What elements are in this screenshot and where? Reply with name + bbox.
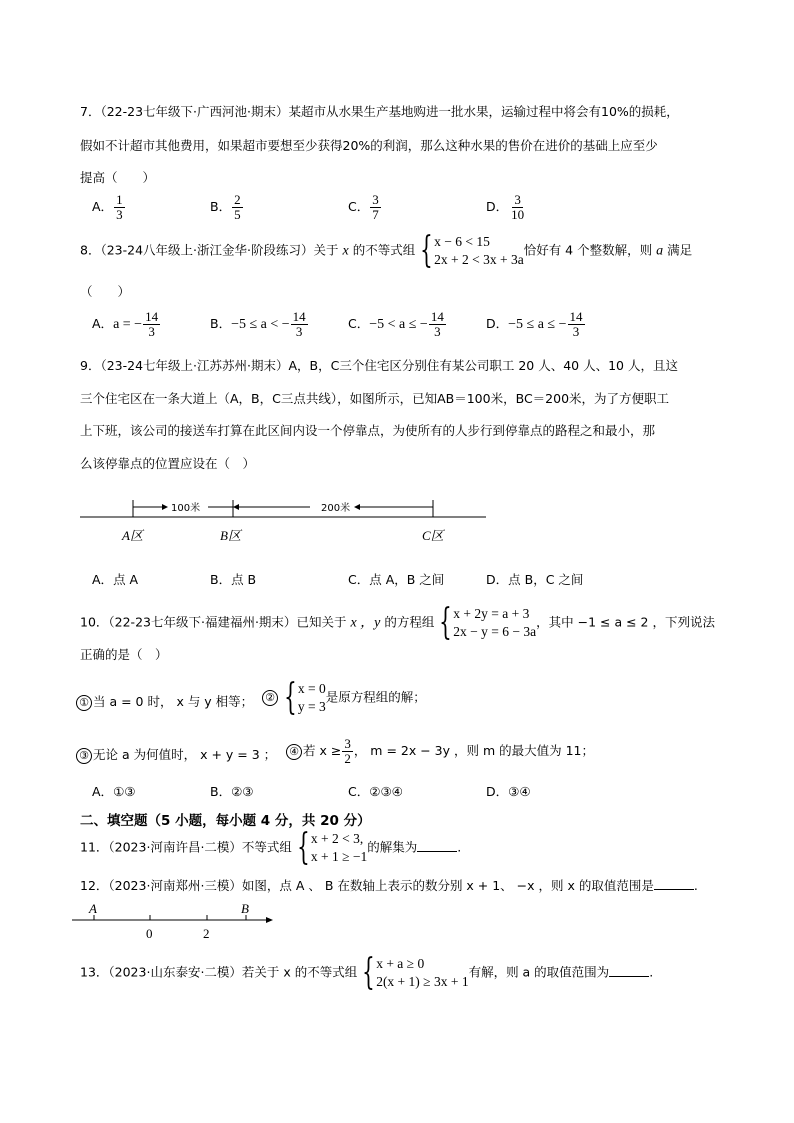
q13-system: { x + a ≥ 0 2(x + 1) ≥ 3x + 1 bbox=[362, 952, 469, 993]
label-b: B区 bbox=[220, 528, 241, 543]
q9-figure bbox=[70, 490, 500, 550]
zero-label: 0 bbox=[146, 926, 153, 941]
q10-option-c: C．②③④ bbox=[348, 784, 403, 799]
q10-option-b: B．②③ bbox=[210, 784, 254, 799]
q12-source: （2023·河南郑州·三模） bbox=[108, 878, 242, 893]
q8-option-d: D．−5 ≤ a ≤ − $\frac{14}{3}$ bbox=[486, 309, 583, 339]
q13-source: （2023·山东泰安·二模） bbox=[108, 964, 242, 980]
q10-statement-1: ① 当 a = 0 时， x 与 y 相等； bbox=[76, 692, 253, 711]
q13-answer-blank[interactable] bbox=[609, 965, 649, 977]
q11-line: 11．（2023·河南许昌·二模）不等式组 { x + 2 < 3, x + 1 ≥ −1 的解集为 . bbox=[80, 827, 462, 868]
q10-statement-3: ③ 无论 a 为何值时， x + y = 3 ； bbox=[76, 745, 276, 764]
q8-option-a: A．a = − $\frac{14}{3}$ bbox=[92, 309, 159, 339]
q12-answer-blank[interactable] bbox=[654, 878, 694, 890]
q12-number-line bbox=[70, 902, 280, 946]
q10-source: （22-23七年级下·福建福州·期末） bbox=[108, 614, 297, 630]
q9-option-b: B．点 B bbox=[210, 572, 257, 587]
q9-source: （23-24七年级上·江苏苏州·期末） bbox=[100, 358, 289, 373]
q8-source: （23-24八年级上·浙江金华·阶段练习） bbox=[100, 242, 314, 258]
q7-source: （22-23七年级下·广西河池·期末） bbox=[100, 104, 289, 119]
q11-answer-blank[interactable] bbox=[417, 840, 457, 852]
q8-option-c: C．−5 < a ≤ − $\frac{14}{3}$ bbox=[348, 309, 444, 339]
ab-distance: 100米 bbox=[171, 503, 201, 514]
q11-system: { x + 2 < 3, x + 1 ≥ −1 bbox=[297, 827, 368, 868]
bc-distance: 200米 bbox=[321, 503, 351, 514]
q10-statement-4: ④ 若 x ≥ $\frac{3}{2}$ ， m = 2x − 3y ，则 m 的最大值为 11； bbox=[286, 737, 594, 766]
q8-option-b: B．−5 ≤ a < − $\frac{14}{3}$ bbox=[210, 309, 306, 339]
q8-line2: （ ） bbox=[80, 284, 131, 299]
two-label: 2 bbox=[203, 926, 210, 941]
section-title: 二、填空题（5 小题，每小题 4 分，共 20 分） bbox=[80, 813, 371, 829]
q12-line: 12．（2023·河南郑州·三模）如图，点 A 、 B 在数轴上表示的数分别 x + 1、 −x ，则 x 的取值范围是 . bbox=[80, 878, 698, 893]
q8-system: { x − 6 < 15 2x + 2 < 3x + 3a bbox=[420, 230, 524, 271]
q9-option-a: A．点 A bbox=[92, 572, 139, 587]
q7-text1: 某超市从水果生产基地购进一批水果，运输过程中将会有10%的损耗， bbox=[288, 104, 679, 119]
q7-option-c: C． $\frac{3}{7}$ bbox=[348, 192, 379, 222]
q8-line1: 8．（23-24八年级上·浙江金华·阶段练习）关于 x 的不等式组 { x − 6 < 15 2x + 2 < 3x + 3a 恰好有 4 个整数解，则 a 满足 bbox=[80, 230, 693, 271]
q9-line3: 上下班，该公司的接送车打算在此区间内设一个停靠点，为使所有的人步行到停靠点的路程之和最小，那 bbox=[80, 423, 656, 438]
q11-source: （2023·河南许昌·二模） bbox=[108, 839, 242, 855]
q9-line4: 么该停靠点的位置应设在（ ） bbox=[80, 456, 256, 471]
q7-line1 bbox=[80, 102, 679, 120]
q7-text2: 假如不计超市其他费用，如果超市要想至少获得20%的利润，那么这种水果的售价在进价的基础上应至少 bbox=[80, 138, 658, 153]
q10-line2: 正确的是（ ） bbox=[80, 647, 168, 662]
q9-line2: 三个住宅区在一条大道上（A，B，C三点共线），如图所示，已知AB＝100米，BC＝200米，为了方便职工 bbox=[80, 391, 670, 406]
q7-text3: 提高（ ） bbox=[80, 170, 156, 185]
q7-option-b: B． $\frac{2}{5}$ bbox=[210, 192, 241, 222]
q10-line1: 10．（22-23七年级下·福建福州·期末）已知关于 x ，y 的方程组 { x + 2y = a + 3 2x − y = 6 − 3a ，其中 −1 ≤ a ≤ 2 ，下列说法 bbox=[80, 602, 715, 643]
point-b-label: B bbox=[241, 902, 249, 916]
q10-system: { x + 2y = a + 3 2x − y = 6 − 3a bbox=[439, 602, 537, 643]
arrow-bc-right-head bbox=[354, 504, 360, 510]
q9-line1: 9．（23-24七年级上·江苏苏州·期末）A，B，C三个住宅区分别住有某公司职工 20 人、40 人、10 人，且这 bbox=[80, 358, 678, 373]
label-c: C区 bbox=[422, 528, 444, 543]
q10-option-a: A．①③ bbox=[92, 784, 136, 799]
arrow-bc-left-head bbox=[233, 504, 239, 510]
q10-statement-2: ② { x = 0 y = 3 是原方程组的解； bbox=[262, 680, 426, 716]
label-a: A区 bbox=[122, 528, 143, 543]
q9-option-d: D．点 B，C 之间 bbox=[486, 572, 584, 587]
q7-option-d: D． $\frac{3}{10}$ bbox=[486, 192, 525, 222]
q7-option-a: A． $\frac{1}{3}$ bbox=[92, 192, 123, 222]
arrow-ab-left-head bbox=[162, 504, 168, 510]
q9-option-c: C．点 A，B 之间 bbox=[348, 572, 445, 587]
q7-number: 7． bbox=[80, 104, 101, 119]
q10-option-d: D．③④ bbox=[486, 784, 531, 799]
point-a-label: A bbox=[89, 902, 97, 916]
axis-arrow bbox=[266, 917, 273, 923]
q13-line: 13．（2023·山东泰安·二模）若关于 x 的不等式组 { x + a ≥ 0 2(x + 1) ≥ 3x + 1 有解，则 a 的取值范围为 . bbox=[80, 952, 654, 993]
